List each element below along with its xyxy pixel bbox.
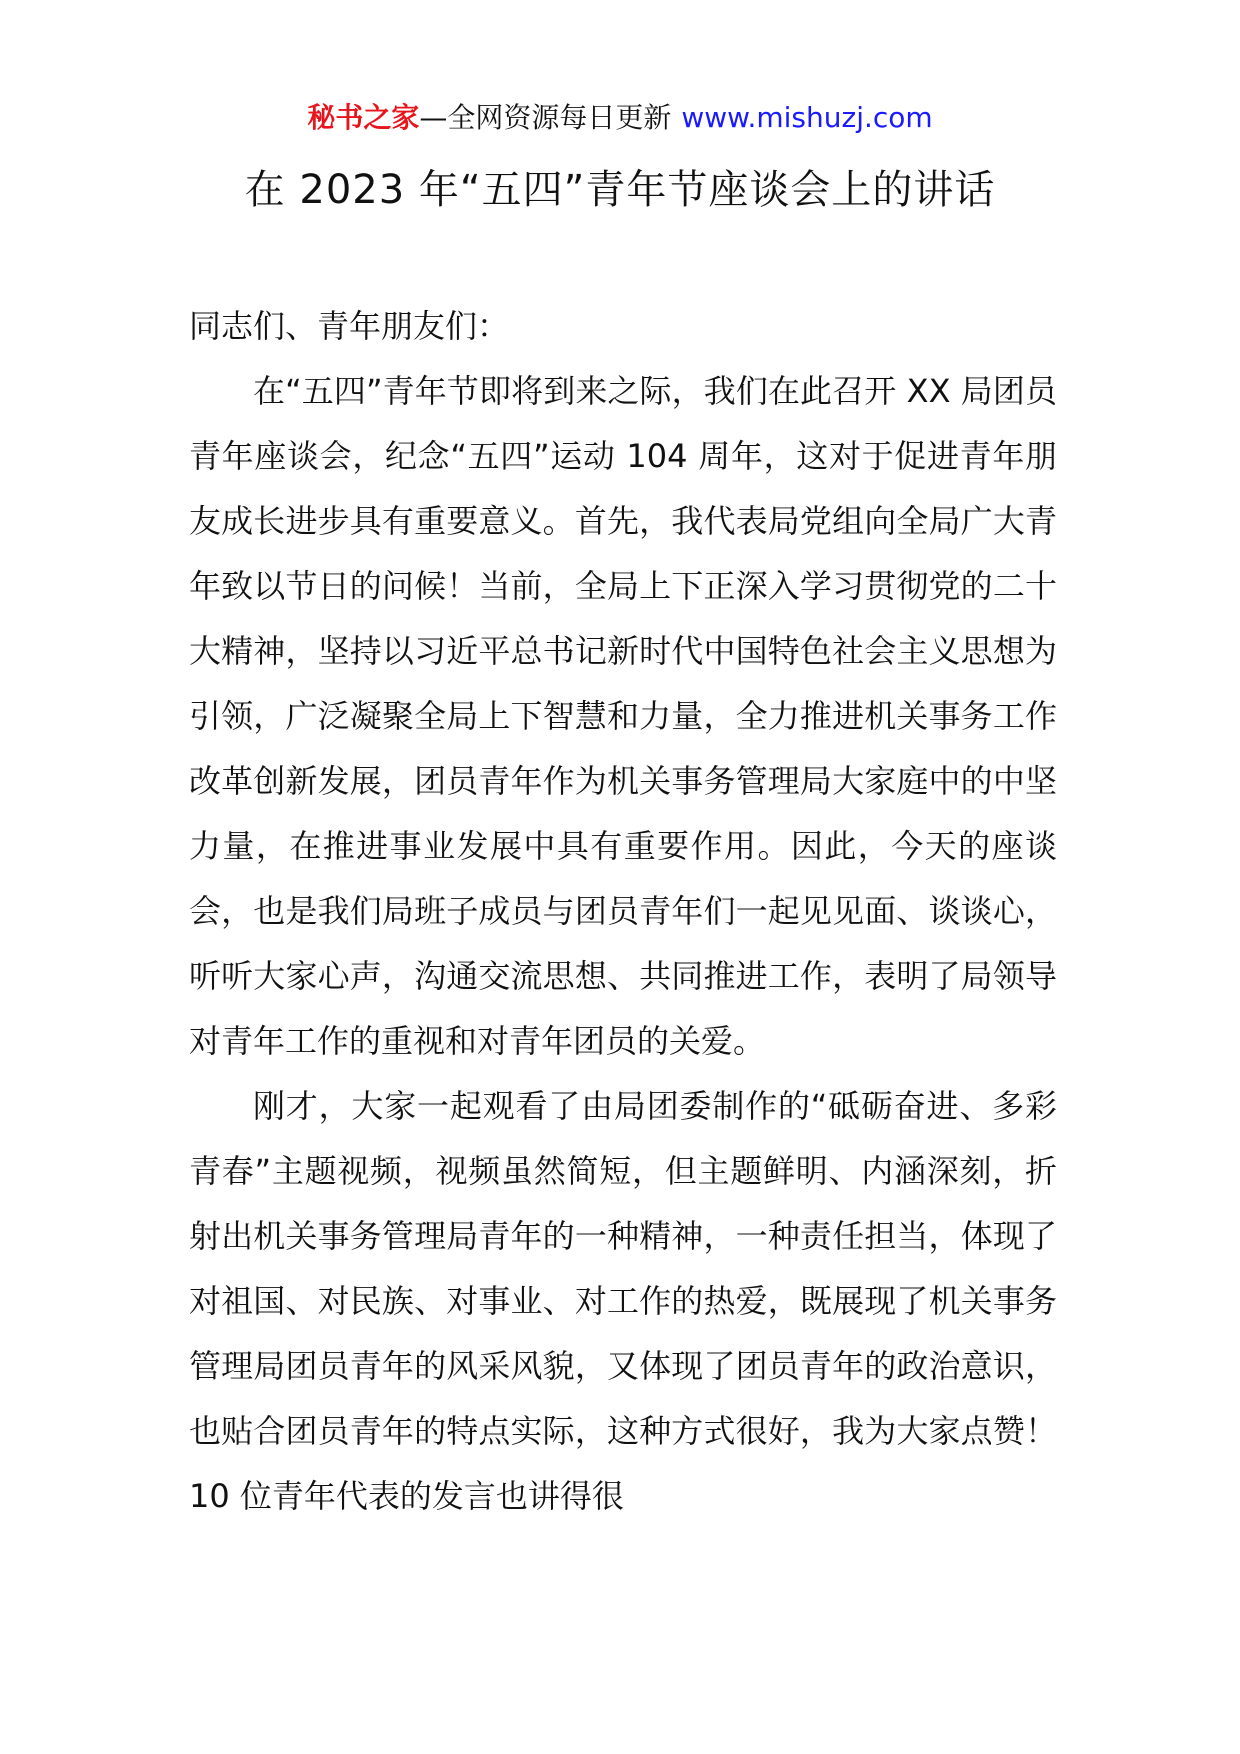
site-tagline: —全网资源每日更新: [419, 101, 672, 134]
document-title: 在 2023 年“五四”青年节座谈会上的讲话: [244, 167, 996, 213]
site-url-link[interactable]: www.mishuzj.com: [681, 101, 933, 134]
paragraph-2: 刚才，大家一起观看了由局团委制作的“砥砺奋进、多彩青春”主题视频，视频虽然简短，但主题鲜明、内涵深刻，折射出机关事务管理局青年的一种精神，一种责任担当，体现了对祖国、对民族、对事业、对工作的热爱，既展现了机关事务管理局团员青年的风采风貌，又体现了团员青年的政治意识，也贴合团员青年的特点实际，这种方式很好，我为大家点赞！10 位青年代表的发言也讲得很: [189, 1087, 1057, 1515]
paragraph-1: 在“五四”青年节即将到来之际，我们在此召开 XX 局团员青年座谈会，纪念“五四”运动 104 周年，这对于促进青年朋友成长进步具有重要意义。首先，我代表局党组向全局广大青年致以节日的问候！当前，全局上下正深入学习贯彻党的二十大精神，坚持以习近平总书记新时代中国特色社会主义思想为引领，广泛凝聚全局上下智慧和力量，全力推进机关事务工作改革创新发展，团员青年作为机关事务管理局大家庭中的中坚力量，在推进事业发展中具有重要作用。因此，今天的座谈会，也是我们局班子成员与团员青年们一起见见面、谈谈心，听听大家心声，沟通交流思想、共同推进工作，表明了局领导对青年工作的重视和对青年团员的关爱。: [189, 372, 1057, 1060]
salutation: 同志们、青年朋友们：: [189, 307, 510, 345]
document-body: [189, 294, 1057, 1529]
site-header: [0, 100, 1240, 136]
site-brand: 秘书之家: [307, 101, 420, 134]
